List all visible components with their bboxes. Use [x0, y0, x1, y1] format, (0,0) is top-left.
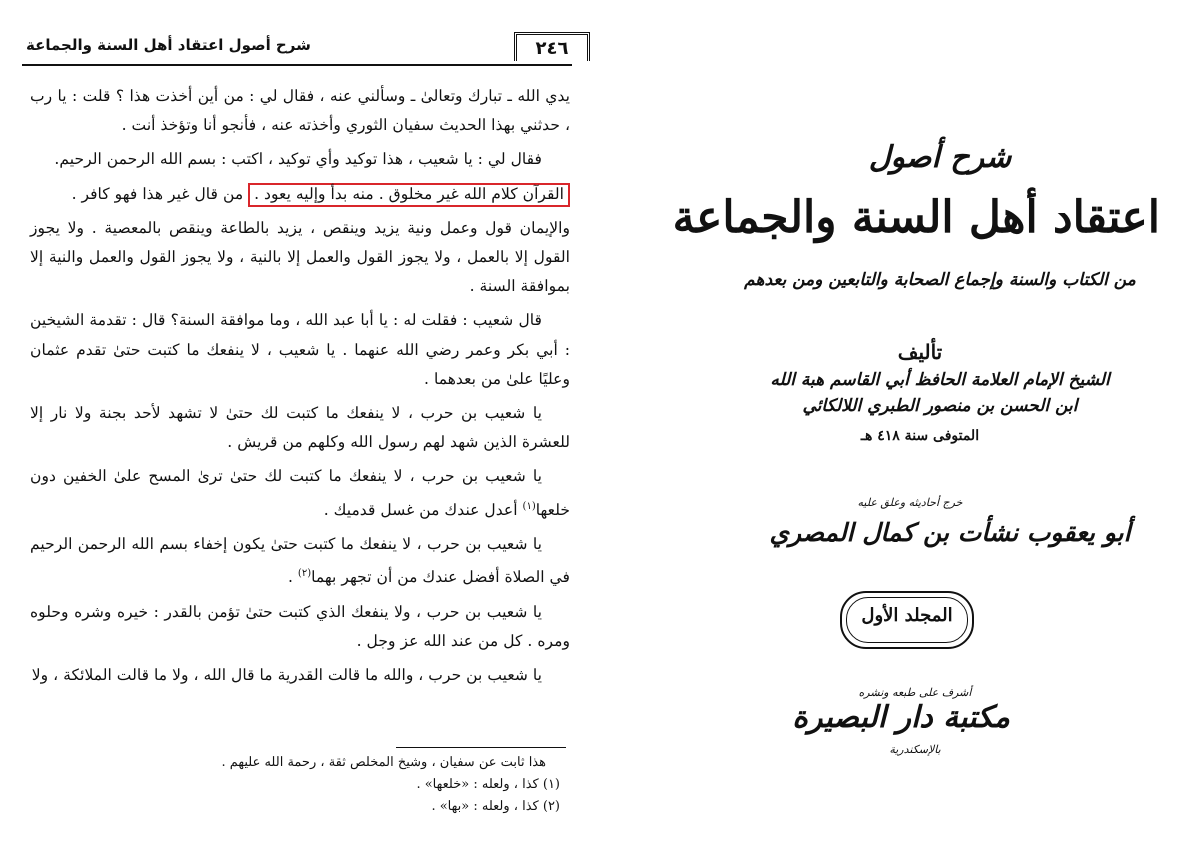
paragraph-text: أعدل عندك من غسل قدميك .	[323, 500, 518, 519]
paragraph-with-note	[30, 462, 570, 525]
page-number: ٢٤٦	[514, 32, 590, 61]
book-title: اعتقاد أهل السنة والجماعة	[672, 192, 1160, 243]
paragraph-text: من قال غير هذا فهو كافر .	[71, 184, 244, 203]
paragraph-with-highlight	[30, 180, 570, 209]
paragraph: يا شعيب بن حرب ، والله ما قالت القدرية ما قال الله ، ولا ما قالت الملائكة ، ولا	[31, 666, 542, 685]
author-line-1: الشيخ الإمام العلامة الحافظ أبي القاسم هبة الله	[770, 370, 1110, 390]
running-head-title: شرح أصول اعتقاد أهل السنة والجماعة	[26, 36, 311, 54]
book-sharh-label: شرح أصول	[868, 140, 1012, 175]
death-date: المتوفى سنة ٤١٨ هـ	[860, 428, 980, 444]
paragraph-with-note	[30, 530, 570, 593]
paragraph: قال شعيب : فقلت له : يا أبا عبد الله ، وما موافقة السنة؟ قال : تقدمة الشيخين : أبي بكر وعمر رضي الله عنهما . يا شعيب ، لا ينفعك ما كتبت حتىٰ تقدم عثمان وعليًا علىٰ من بعدهما .	[30, 311, 570, 388]
footnotes	[30, 752, 560, 818]
paragraph: يا شعيب بن حرب ، ولا ينفعك الذي كتبت حتىٰ تؤمن بالقدر : خيره وشره وحلوه ومره . كل من عند الله عز وجل .	[30, 602, 570, 650]
footnote-rule	[396, 747, 566, 748]
editor-label: خرج أحاديثه وعلق عليه	[857, 496, 963, 509]
paragraph-text: يا شعيب بن حرب ، لا ينفعك ما كتبت حتىٰ يكون إخفاء بسم الله الرحمن الرحيم في الصلاة أفضل عندك من أن تجهر بهما	[30, 535, 570, 587]
volume-cartouche	[840, 591, 974, 649]
title-page	[600, 0, 1200, 848]
editor-name: أبو يعقوب نشأت بن كمال المصري	[769, 518, 1131, 547]
footnote: (٢) كذا ، ولعله : «بها» .	[431, 799, 560, 814]
paragraph: والإيمان قول وعمل ونية يزيد وينقص ، يزيد بالطاعة وينقص بالمعصية . ولا يجوز القول إلا بالعمل ، ولا يجوز القول والعمل إلا بالنية ، ولا يجوز القول والعمل والنية إلا بموافقة السنة .	[30, 218, 570, 296]
author-line-2: ابن الحسن بن منصور الطبري اللالكائي	[802, 396, 1078, 416]
running-head	[22, 30, 572, 66]
authorship-label: تأليف	[897, 340, 943, 364]
paragraph: يدي الله ـ تبارك وتعالىٰ ـ وسألني عنه ، فقال لي : من أين أخذت هذا ؟ قلت : يا رب ، حدثني بهذا الحديث سفيان الثوري وأخذته عنه ، فأنجو أنا وتؤخذ أنت .	[30, 87, 570, 135]
paragraph: يا شعيب بن حرب ، لا ينفعك ما كتبت لك حتىٰ لا تشهد لأحد بجنة ولا نار إلا للعشرة الذين شهد لهم رسول الله وكلهم من قريش .	[30, 404, 570, 452]
publisher-name: مكتبة دار البصيرة	[792, 700, 1010, 735]
footnote-ref-1: (١)	[522, 500, 536, 512]
footnote: هذا ثابت عن سفيان ، وشيخ المخلص ثقة ، رحمة الله عليهم .	[221, 755, 546, 770]
publisher-label: أشرف على طبعه ونشره	[858, 686, 972, 699]
paragraph-text: يا شعيب بن حرب ، لا ينفعك ما كتبت لك حتىٰ ترىٰ المسح علىٰ الخفين دون خلعها	[30, 467, 570, 519]
body-text	[30, 82, 570, 695]
paragraph: فقال لي : يا شعيب ، هذا توكيد وأي توكيد ، اكتب : بسم الله الرحمن الرحيم.	[54, 150, 542, 169]
publisher-city: بالإسكندرية	[889, 743, 941, 756]
highlighted-quote: القرآن كلام الله غير مخلوق . منه بدأ وإليه يعود .	[248, 183, 570, 207]
volume-label: المجلد الأول	[861, 605, 953, 626]
book-subtitle: من الكتاب والسنة وإجماع الصحابة والتابعين ومن بعدهم	[744, 270, 1136, 290]
footnote: (١) كذا ، ولعله : «خلعها» .	[416, 777, 560, 792]
footnote-ref-2: (٢)	[297, 568, 312, 580]
paragraph-text: .	[287, 568, 298, 587]
